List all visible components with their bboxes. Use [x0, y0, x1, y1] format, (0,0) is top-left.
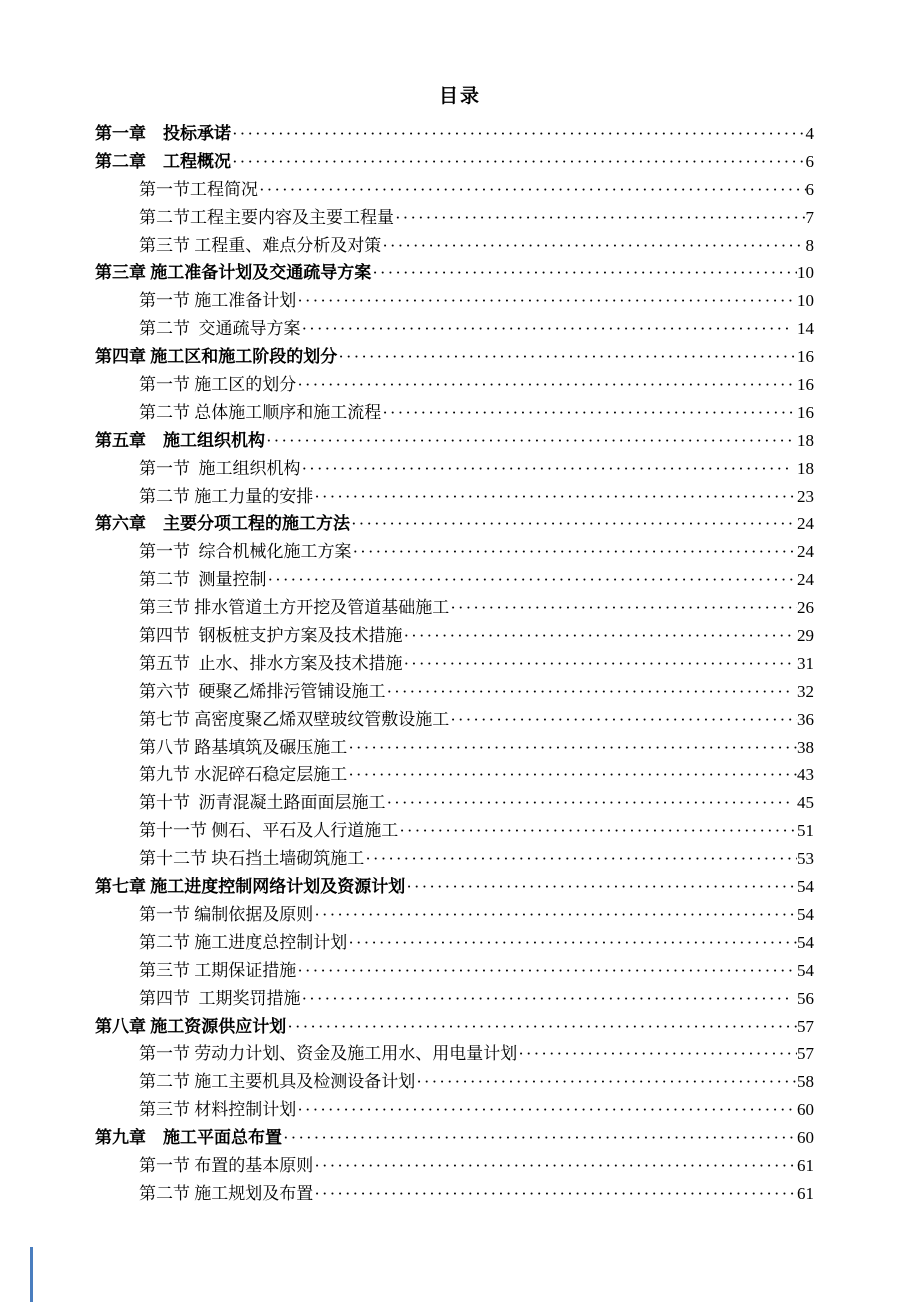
toc-entry[interactable]: [95, 761, 814, 789]
toc-entry-page: 7: [805, 207, 814, 227]
toc-entry-page: 18: [792, 430, 814, 450]
dot-leader: [404, 622, 793, 650]
dot-leader: [302, 315, 793, 343]
toc-entry[interactable]: [95, 706, 814, 734]
toc-entry-label: 第九章 施工平面总布置: [95, 1128, 282, 1148]
toc-entry-page: 61: [797, 1155, 814, 1175]
toc-entry-label: 第七章 施工进度控制网络计划及资源计划: [95, 877, 406, 897]
toc-entry[interactable]: [95, 510, 814, 538]
toc-entry-page: 16: [797, 375, 814, 395]
dot-leader: [302, 455, 793, 483]
toc-entry[interactable]: [95, 148, 814, 176]
toc-entry-label: 第一节 施工组织机构: [139, 458, 301, 478]
toc-entry-label: 第一节工程简况: [139, 179, 258, 199]
dot-leader: [232, 148, 806, 176]
dot-leader: [404, 650, 793, 678]
toc-entry-page: 54: [797, 904, 814, 924]
dot-leader: [348, 734, 797, 762]
toc-entry-page: 8: [801, 235, 814, 255]
toc-entry-label: 第三章 施工准备计划及交通疏导方案: [95, 263, 372, 283]
toc-entry-page: 56: [792, 988, 814, 1008]
dot-leader: [297, 371, 797, 399]
toc-entry[interactable]: [95, 1124, 814, 1152]
toc-entry-label: 第十二节 块石挡土墙砌筑施工: [139, 849, 365, 869]
dot-leader: [450, 706, 797, 734]
toc-entry-page: 53: [797, 849, 814, 869]
toc-entry[interactable]: [95, 734, 814, 762]
toc-entry[interactable]: [95, 1068, 814, 1096]
toc-entry-label: 第五节 止水、排水方案及技术措施: [139, 653, 403, 673]
toc-entry[interactable]: [95, 455, 814, 483]
toc-entry-label: 第二节 总体施工顺序和施工流程: [139, 402, 382, 422]
toc-entry[interactable]: [95, 1180, 814, 1208]
dot-leader: [518, 1040, 797, 1068]
toc-entry-page: 36: [797, 709, 814, 729]
toc-entry-page: 54: [797, 877, 814, 897]
toc-entry-page: 38: [797, 737, 814, 757]
dot-leader: [348, 761, 797, 789]
dot-leader: [395, 204, 806, 232]
dot-leader: [338, 343, 797, 371]
toc-entry-label: 第四节 钢板桩支护方案及技术措施: [139, 626, 403, 646]
toc-entry[interactable]: [95, 845, 814, 873]
toc-entry-label: 第一节 综合机械化施工方案: [139, 542, 352, 562]
toc-entry-page: 57: [797, 1044, 814, 1064]
dot-leader: [387, 789, 793, 817]
toc-entry[interactable]: [95, 985, 814, 1013]
toc-entry-page: 6: [805, 179, 814, 199]
toc-entry[interactable]: [95, 538, 814, 566]
toc-entry-label: 第二节 施工进度总控制计划: [139, 932, 348, 952]
dot-leader: [297, 957, 797, 985]
toc-entry-label: 第三节 工期保证措施: [139, 960, 297, 980]
toc-entry-label: 第十一节 侧石、平石及人行道施工: [139, 821, 399, 841]
toc-entry-label: 第一节 劳动力计划、资金及施工用水、用电量计划: [139, 1044, 518, 1064]
dot-leader: [365, 845, 797, 873]
dot-leader: [259, 176, 806, 204]
dot-leader: [406, 873, 797, 901]
toc-entry-page: 61: [797, 1183, 814, 1203]
toc-entry-page: 6: [805, 151, 814, 171]
dot-leader: [387, 678, 793, 706]
toc-entry[interactable]: [95, 1152, 814, 1180]
toc-entry-label: 第二节 测量控制: [139, 570, 267, 590]
toc-entry[interactable]: [95, 176, 814, 204]
toc-entry-page: 32: [792, 681, 814, 701]
dot-leader: [314, 483, 797, 511]
toc-entry[interactable]: [95, 204, 814, 232]
toc-entry[interactable]: [95, 566, 814, 594]
toc-entry-label: 第一章 投标承诺: [95, 124, 231, 143]
toc-entry[interactable]: [95, 622, 814, 650]
toc-entry-page: 31: [792, 653, 814, 673]
toc-entry-label: 第十节 沥青混凝土路面面层施工: [139, 793, 386, 813]
toc-entry[interactable]: [95, 427, 814, 455]
dot-leader: [314, 1180, 797, 1208]
dot-leader: [353, 538, 793, 566]
toc-entry[interactable]: [95, 1013, 814, 1041]
toc-entry[interactable]: [95, 817, 814, 845]
dot-leader: [450, 594, 797, 622]
toc-entry-page: 24: [792, 542, 814, 562]
toc-entry-label: 第三节 排水管道土方开挖及管道基础施工: [139, 598, 450, 618]
toc-entry-page: 57: [797, 1016, 814, 1036]
toc-entry[interactable]: [95, 901, 814, 929]
toc-entry-page: 45: [792, 793, 814, 813]
toc-entry[interactable]: [95, 232, 814, 260]
toc-entry[interactable]: [95, 399, 814, 427]
toc-entry-label: 第一节 布置的基本原则: [139, 1155, 314, 1175]
toc-entry[interactable]: [95, 678, 814, 706]
toc-entry[interactable]: [95, 929, 814, 957]
toc-entry-page: 60: [792, 1128, 814, 1148]
toc-entry-page: 54: [797, 960, 814, 980]
toc-entry-page: 4: [805, 124, 814, 143]
toc-entry-page: 29: [792, 626, 814, 646]
toc-entry[interactable]: [95, 259, 814, 287]
toc-entry-label: 第六节 硬聚乙烯排污管铺设施工: [139, 681, 386, 701]
toc-entry-page: 16: [797, 347, 814, 367]
dot-leader: [314, 1152, 797, 1180]
toc-entry-label: 第八节 路基填筑及碾压施工: [139, 737, 348, 757]
toc-entry-page: 18: [792, 458, 814, 478]
dot-leader: [302, 985, 793, 1013]
dot-leader: [399, 817, 797, 845]
toc-entry-label: 第八章 施工资源供应计划: [95, 1016, 287, 1036]
toc-entry-label: 第二节 施工主要机具及检测设备计划: [139, 1072, 416, 1092]
toc-entry-label: 第一节 施工区的划分: [139, 375, 297, 395]
toc-entry-page: 16: [797, 402, 814, 422]
toc-entry-label: 第二节 交通疏导方案: [139, 319, 301, 339]
toc-entry[interactable]: [95, 957, 814, 985]
toc-entry[interactable]: [95, 315, 814, 343]
toc-entry-label: 第一节 施工准备计划: [139, 291, 297, 311]
toc-entry-page: 23: [797, 486, 814, 506]
toc-entry[interactable]: [95, 483, 814, 511]
dot-leader: [287, 1013, 797, 1041]
toc-entry-label: 第四章 施工区和施工阶段的划分: [95, 347, 338, 367]
toc-entry-page: 51: [797, 821, 814, 841]
toc-entry[interactable]: [95, 1040, 814, 1068]
dot-leader: [266, 427, 793, 455]
dot-leader: [372, 259, 797, 287]
dot-leader: [351, 510, 793, 538]
toc-entry-page: 54: [797, 932, 814, 952]
dot-leader: [348, 929, 797, 957]
toc-entry-label: 第三节 材料控制计划: [139, 1100, 297, 1120]
page-title: 目录: [438, 86, 481, 107]
toc-entry[interactable]: [95, 1096, 814, 1124]
toc-entry-page: 43: [797, 765, 814, 785]
toc-entry-label: 第六章 主要分项工程的施工方法: [95, 514, 350, 534]
dot-leader: [232, 120, 806, 148]
toc-entry-page: 10: [797, 263, 814, 283]
toc-entry[interactable]: [95, 120, 814, 148]
dot-leader: [283, 1124, 793, 1152]
toc-entry-label: 第二节工程主要内容及主要工程量: [139, 207, 394, 227]
toc-entry-page: 24: [792, 570, 814, 590]
toc-entry-label: 第七节 高密度聚乙烯双壁玻纹管敷设施工: [139, 709, 450, 729]
toc-entry-page: 60: [797, 1100, 814, 1120]
toc-entry[interactable]: [95, 371, 814, 399]
toc-entry-label: 第二节 施工规划及布置: [139, 1183, 314, 1203]
toc-entry-label: 第二节 施工力量的安排: [139, 486, 314, 506]
toc-entry[interactable]: [95, 789, 814, 817]
toc-entry[interactable]: [95, 650, 814, 678]
dot-leader: [268, 566, 793, 594]
toc-entry-page: 58: [797, 1072, 814, 1092]
toc-entry-page: 14: [792, 319, 814, 339]
dot-leader: [416, 1068, 797, 1096]
toc-entry-label: 第一节 编制依据及原则: [139, 904, 314, 924]
toc-entry-page: 24: [792, 514, 814, 534]
blue-cursor-artifact: [30, 1247, 33, 1302]
dot-leader: [382, 399, 797, 427]
toc-entry[interactable]: [95, 594, 814, 622]
dot-leader: [297, 287, 797, 315]
toc-entry-label: 第二章 工程概况: [95, 151, 231, 171]
toc-entry-page: 26: [797, 598, 814, 618]
toc-entry[interactable]: [95, 873, 814, 901]
dot-leader: [314, 901, 797, 929]
dot-leader: [382, 232, 801, 260]
toc-entry-page: 10: [797, 291, 814, 311]
table-of-contents: [95, 120, 814, 1208]
toc-entry-label: 第四节 工期奖罚措施: [139, 988, 301, 1008]
toc-entry-label: 第三节 工程重、难点分析及对策: [139, 235, 382, 255]
toc-entry[interactable]: [95, 343, 814, 371]
toc-entry-label: 第五章 施工组织机构: [95, 430, 265, 450]
dot-leader: [297, 1096, 797, 1124]
toc-entry[interactable]: [95, 287, 814, 315]
toc-entry-label: 第九节 水泥碎石稳定层施工: [139, 765, 348, 785]
